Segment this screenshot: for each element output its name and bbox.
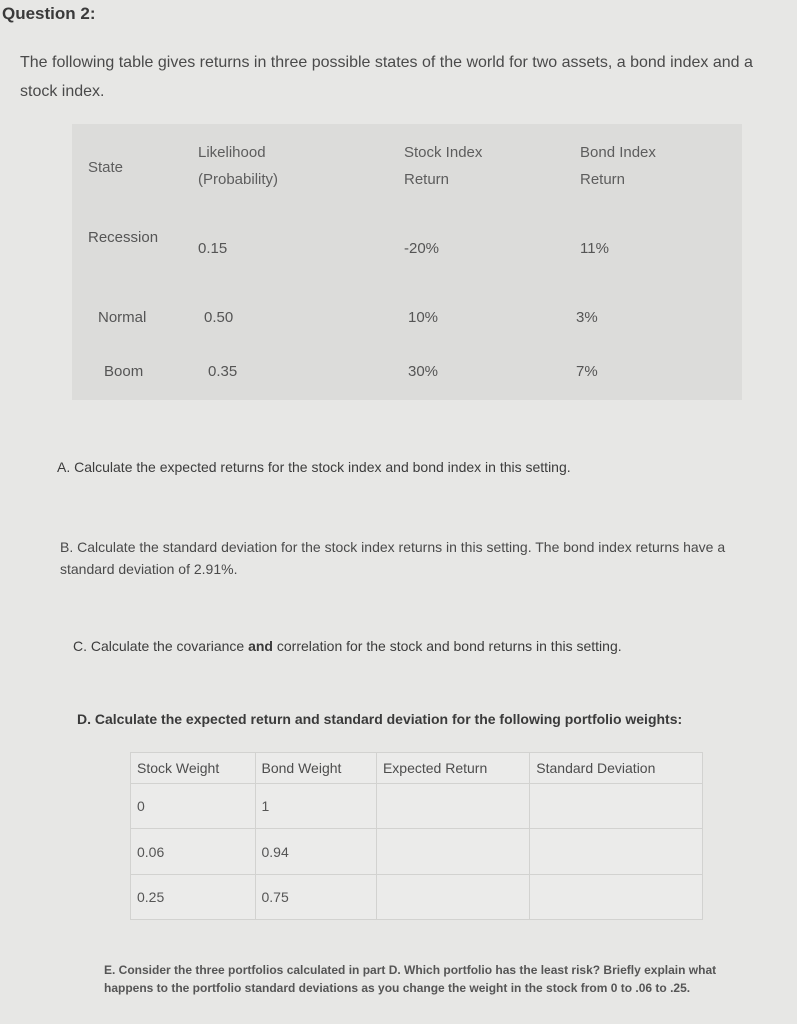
bond-recession: 11% [580, 240, 609, 257]
header-stock-return: Stock Index Return [404, 144, 483, 188]
header-expected-return: Expected Return [376, 753, 529, 784]
question-title: Question 2: [2, 4, 96, 23]
part-d: D. Calculate the expected return and standard deviation for the following portfolio weights: [77, 711, 683, 727]
part-c-prefix: C. Calculate the covariance [73, 638, 249, 654]
expected-return-cell [376, 829, 529, 874]
portfolio-header-row [131, 753, 703, 784]
expected-return-cell [376, 784, 529, 829]
part-b: B. Calculate the standard deviation for the stock index returns in this setting. The bond index returns have a standard deviation of 2.91%. [60, 539, 726, 577]
bond-weight-cell: 1 [255, 784, 376, 829]
header-state: State [88, 159, 124, 176]
stock-recession: -20% [404, 240, 440, 257]
header-standard-deviation: Standard Deviation [530, 753, 703, 784]
part-a: A. Calculate the expected returns for the stock index and bond index in this setting. [57, 459, 571, 475]
part-e-letter: E. [104, 963, 116, 977]
part-e-text-1: Consider the three portfolios calculated in part [115, 963, 389, 977]
header-bond-return: Bond Index Return [580, 144, 656, 188]
part-c-suffix: correlation for the stock and bond returns in this setting. [272, 638, 622, 654]
header-stock-weight: Stock Weight [131, 753, 256, 784]
standard-deviation-cell [530, 829, 703, 874]
header-bond-weight: Bond Weight [255, 753, 376, 784]
table-row [131, 829, 703, 874]
prob-recession: 0.15 [198, 240, 228, 257]
stock-weight-cell: 0.25 [131, 874, 256, 919]
stock-boom: 30% [408, 363, 439, 380]
part-c-bold: and [248, 638, 273, 654]
stock-normal: 10% [408, 309, 439, 326]
state-boom: Boom [104, 363, 144, 380]
state-normal: Normal [98, 309, 147, 326]
expected-return-cell [376, 874, 529, 919]
part-e-text-2: Which portfolio has the least risk? Briefly explain what happens to the portfolio standard deviations as you change the weight in the stock from 0 to .06 to .25. [104, 963, 717, 995]
state-recession: Recession [88, 229, 159, 246]
table-row [131, 874, 703, 919]
prob-normal: 0.50 [204, 309, 234, 326]
standard-deviation-cell [530, 784, 703, 829]
bond-weight-cell: 0.94 [255, 829, 376, 874]
bond-boom: 7% [576, 363, 598, 380]
returns-table [72, 124, 742, 400]
bond-weight-cell: 0.75 [255, 874, 376, 919]
prob-boom: 0.35 [208, 363, 238, 380]
stock-weight-cell: 0.06 [131, 829, 256, 874]
part-e-part-ref: D. [388, 963, 401, 977]
part-e [104, 961, 744, 997]
intro-paragraph: The following table gives returns in three possible states of the world for two assets, a bond index and a stock index. [20, 54, 753, 100]
portfolio-table [130, 752, 703, 920]
part-c [73, 635, 773, 657]
standard-deviation-cell [530, 874, 703, 919]
header-likelihood: Likelihood (Probability) [198, 144, 279, 188]
stock-weight-cell: 0 [131, 784, 256, 829]
table-row [131, 784, 703, 829]
bond-normal: 3% [576, 309, 598, 326]
